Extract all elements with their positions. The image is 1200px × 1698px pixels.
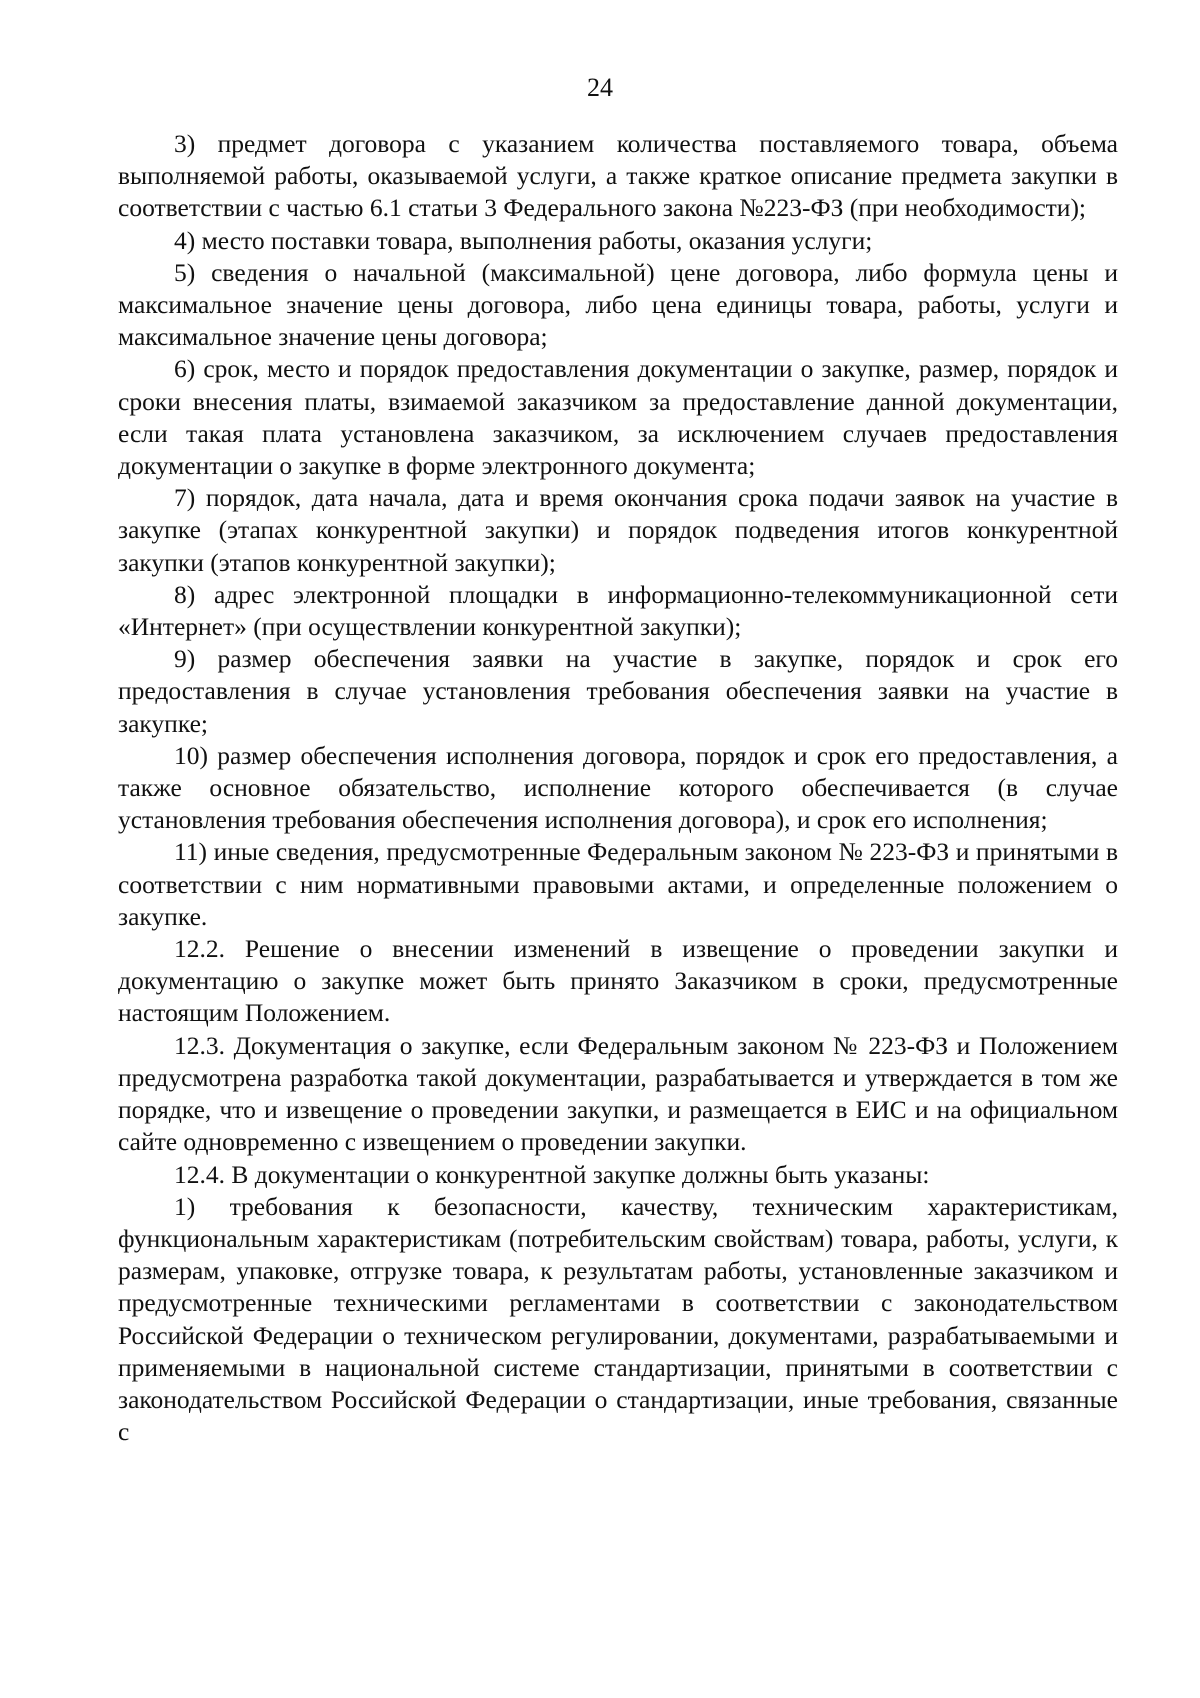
paragraph-section-12-2: 12.2. Решение о внесении изменений в извещение о проведении закупки и документацию о закупке может быть принято Заказчиком в сроки, предусмотренные настоящим Положением. — [118, 934, 1118, 1028]
paragraph-item-6: 6) срок, место и порядок предоставления документации о закупке, размер, порядок и сроки внесения платы, взимаемой заказчиком за предоставление данной документации, если такая плата установлена заказчиком, за исключением случаев предоставления документации о закупке в форме электронного документа; — [118, 354, 1118, 481]
paragraph-item-1-requirements: 1) требования к безопасности, качеству, техническим характеристикам, функциональным характеристикам (потребительским свойствам) товара, работы, услуги, к размерам, упаковке, отгрузке товара, к результатам работы, установленные заказчиком и предусмотренные техническими регламентами в соответствии с законодательством Российской Федерации о техническом регулировании, документами, разрабатываемыми и применяемыми в национальной системе стандартизации, принятыми в соответствии с законодательством Российской Федерации о стандартизации, иные требования, связанные с — [118, 1191, 1118, 1447]
paragraph-item-5: 5) сведения о начальной (максимальной) цене договора, либо формула цены и максимальное значение цены договора, либо цена единицы товара, работы, услуги и максимальное значение цены договора; — [118, 257, 1118, 352]
paragraph-item-7: 7) порядок, дата начала, дата и время окончания срока подачи заявок на участие в закупке (этапах конкурентной закупки) и порядок подведения итогов конкурентной закупки (этапов конкурентной закупки); — [118, 483, 1118, 577]
paragraph-item-9: 9) размер обеспечения заявки на участие в закупке, порядок и срок его предоставления в случае установления требования обеспечения заявки на участие в закупке; — [118, 644, 1118, 738]
document-body — [118, 128, 1118, 1448]
paragraph-item-3: 3) предмет договора с указанием количества поставляемого товара, объема выполняемой работы, оказываемой услуги, а также краткое описание предмета закупки в соответствии с частью 6.1 статьи 3 Федерального закона №223-ФЗ (при необходимости); — [118, 129, 1118, 223]
page-number: 24 — [587, 73, 613, 102]
paragraph-section-12-4: 12.4. В документации о конкурентной закупке должны быть указаны: — [174, 1159, 930, 1189]
paragraph-item-8: 8) адрес электронной площадки в информационно-телекоммуникационной сети «Интернет» (при осуществлении конкурентной закупки); — [118, 579, 1118, 642]
paragraph-item-11: 11) иные сведения, предусмотренные Федеральным законом № 223-ФЗ и принятыми в соответствии с ним нормативными правовыми актами, и определенные положением о закупке. — [118, 837, 1118, 931]
paragraph-item-10: 10) размер обеспечения исполнения договора, порядок и срок его предоставления, а также основное обязательство, исполнение которого обеспечивается (в случае установления требования обеспечения исполнения договора), и срок его исполнения; — [118, 740, 1118, 835]
paragraph-item-4: 4) место поставки товара, выполнения работы, оказания услуги; — [174, 225, 873, 255]
paragraph-section-12-3: 12.3. Документация о закупке, если Федеральным законом № 223-ФЗ и Положением предусмотрена разработка такой документации, разрабатывается и утверждается в том же порядке, что и извещение о проведении закупки, и размещается в ЕИС и на официальном сайте одновременно с извещением о проведении закупки. — [118, 1030, 1118, 1157]
